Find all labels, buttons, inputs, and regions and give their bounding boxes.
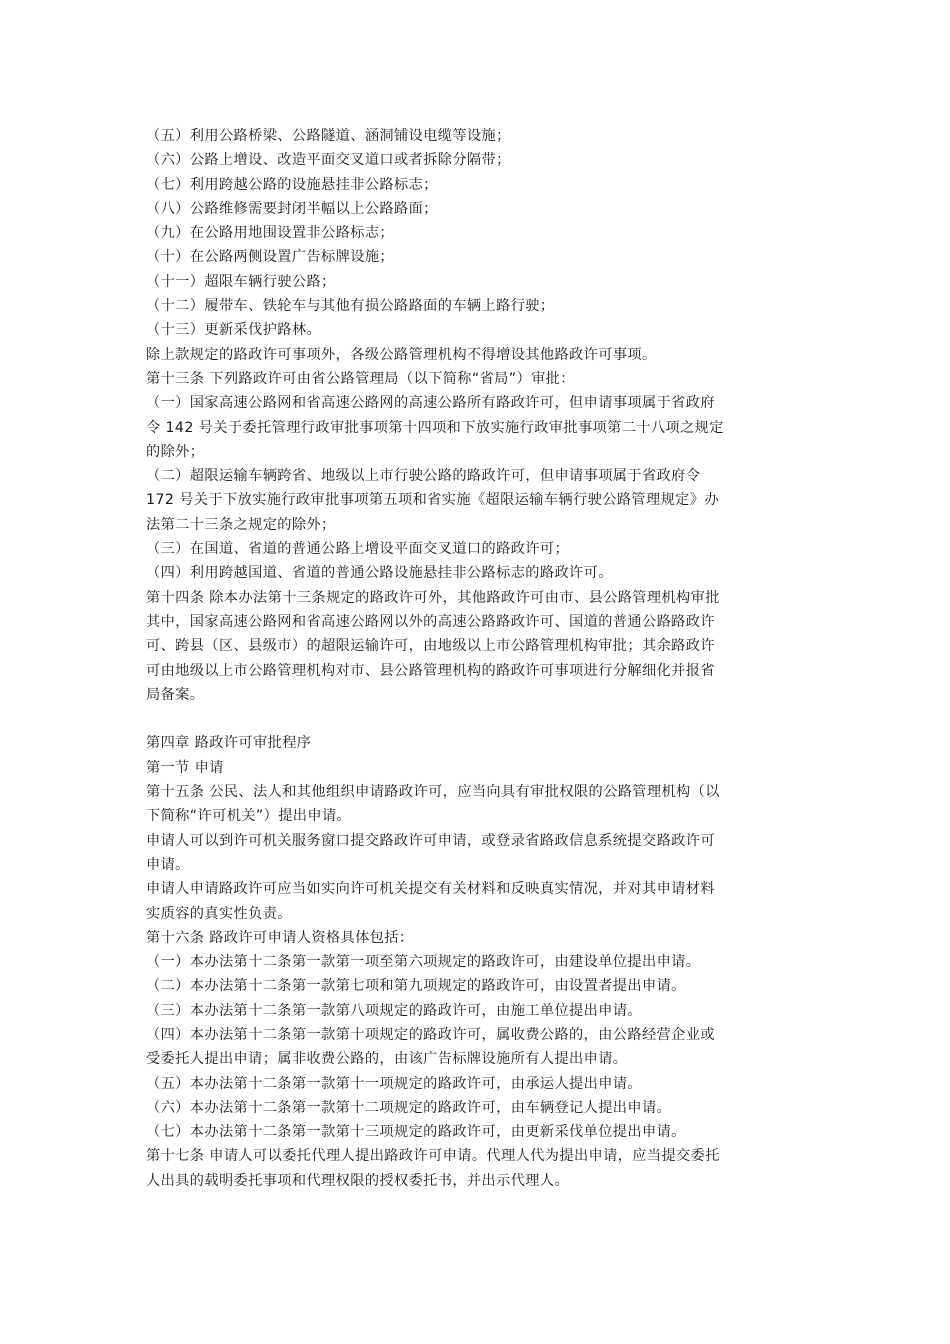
text-line: 其中，国家高速公路网和省高速公路网以外的高速公路路政许可、国道的普通公路路政许 [146,613,715,630]
article-heading: 第十五条 公民、法人和其他组织申请路政许可，应当向具有审批权限的公路管理机构（以 [146,784,720,801]
text-line: 下简称“许可机关”）提出申请。 [146,808,352,825]
text-line: 申请人申请路政许可应当如实向许可机关提交有关材料和反映真实情况，并对其申请材料 [146,881,715,898]
text-line: 人出具的载明委托事项和代理权限的授权委托书，并出示代理人。 [146,1172,570,1189]
text-line: （三）在国道、省道的普通公路上增设平面交叉道口的路政许可； [146,541,570,558]
chapter-heading: 第四章 路政许可审批程序 [146,735,312,752]
text-line: 法第二十三条之规定的除外； [146,516,336,533]
text-line: （四）本办法第十二条第一款第十项规定的路政许可，属收费公路的，由公路经营企业或 [146,1026,715,1043]
text-line: 的除外； [146,443,205,460]
text-line: （十二）履带车、铁轮车与其他有损公路路面的车辆上路行驶； [146,298,555,315]
text-line: 申请。 [146,856,190,873]
text-line: （十三）更新采伐护路林。 [146,322,322,339]
article-heading: 第十四条 除本办法第十三条规定的路政许可外，其他路政许可由市、县公路管理机构审批 [146,589,720,606]
text-line: （六）本办法第十二条第一款第十二项规定的路政许可，由车辆登记人提出申请。 [146,1099,672,1116]
text-line: （五）利用公路桥梁、公路隧道、涵洞铺设电缆等设施； [146,128,511,144]
text-line: 申请人可以到许可机关服务窗口提交路政许可申请，或登录省路政信息系统提交路政许可 [146,832,715,849]
text-line: （十一）超限车辆行驶公路； [146,273,336,290]
text-line: 受委托人提出申请；属非收费公路的，由该广告标牌设施所有人提出申请。 [146,1051,628,1068]
text-line: 可由地级以上市公路管理机构对市、县公路管理机构的路政许可事项进行分解细化并报省 [146,662,715,679]
text-line: 可、跨县（区、县级市）的超限运输许可，由地级以上市公路管理机构审批；其余路政许 [146,638,715,655]
text-line: 172 号关于下放实施行政审批事项第五项和省实施《超限运输车辆行驶公路管理规定》办 [146,492,719,509]
text-line: （十）在公路两侧设置广告标牌设施； [146,249,394,266]
text-line: （一）本办法第十二条第一款第一项至第六项规定的路政许可，由建设单位提出申请。 [146,954,701,971]
document-page [146,124,810,1193]
section-heading: 第一节 申请 [146,759,224,776]
text-line: 令 142 号关于委托管理行政审批事项第十四项和下放实施行政审批事项第二十八项之规定 [146,419,724,436]
text-line: （七）利用跨越公路的设施悬挂非公路标志； [146,176,438,193]
text-line: （二）本办法第十二条第一款第七项和第九项规定的路政许可，由设置者提出申请。 [146,978,686,995]
text-line: （三）本办法第十二条第一款第八项规定的路政许可，由施工单位提出申请。 [146,1002,642,1019]
text-line: 除上款规定的路政许可事项外，各级公路管理机构不得增设其他路政许可事项。 [146,346,657,363]
text-line: （五）本办法第十二条第一款第十一项规定的路政许可，由承运人提出申请。 [146,1075,642,1092]
article-heading: 第十七条 申请人可以委托代理人提出路政许可申请。代理人代为提出申请，应当提交委托 [146,1148,720,1165]
text-line: （八）公路维修需要封闭半幅以上公路路面； [146,200,438,217]
text-line: （七）本办法第十二条第一款第十三项规定的路政许可，由更新采伐单位提出申请。 [146,1124,686,1141]
text-line: （四）利用跨越国道、省道的普通公路设施悬挂非公路标志的路政许可。 [146,565,613,582]
text-line: 局备案。 [146,686,205,703]
text-line: （一）国家高速公路网和省高速公路网的高速公路所有路政许可，但申请事项属于省政府 [146,395,715,412]
text-line: （九）在公路用地围设置非公路标志； [146,225,394,242]
blank-line [146,707,810,731]
article-heading: 第十三条 下列路政许可由省公路管理局（以下简称“省局”）审批： [146,370,575,387]
article-heading: 第十六条 路政许可申请人资格具体包括： [146,929,414,946]
text-line: （二）超限运输车辆跨省、地级以上市行驶公路的路政许可，但申请事项属于省政府令 [146,468,701,485]
text-line: （六）公路上增设、改造平面交叉道口或者拆除分隔带； [146,152,511,169]
text-line: 实质容的真实性负责。 [146,905,292,922]
